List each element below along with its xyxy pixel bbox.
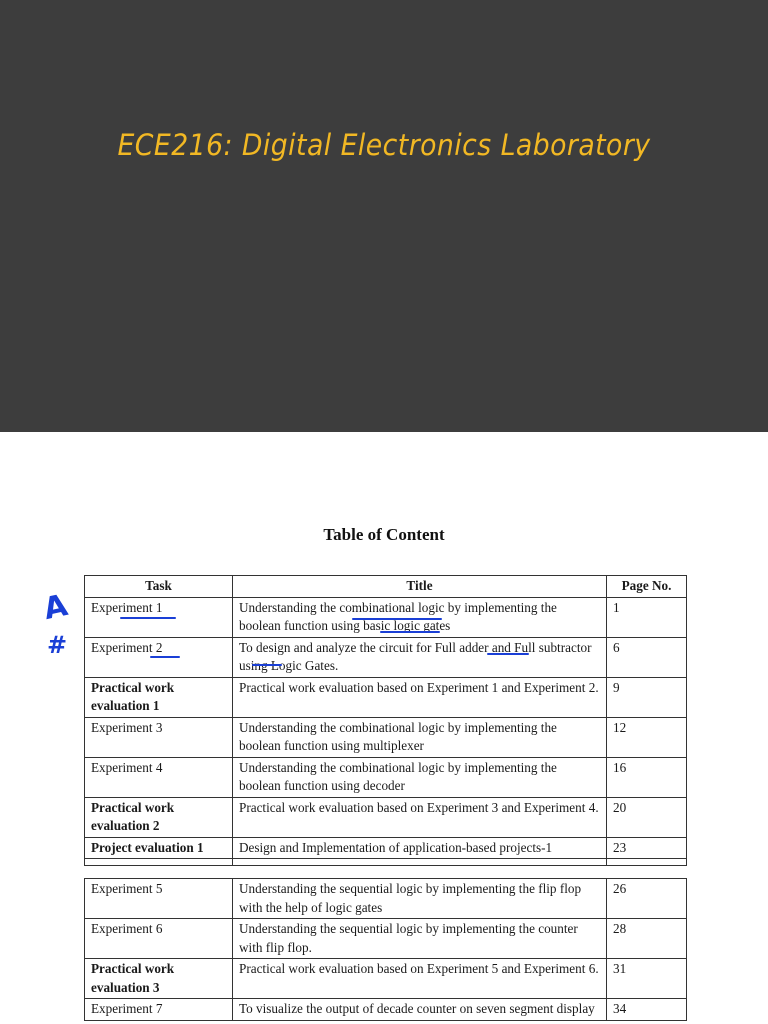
toc-spacer-cell bbox=[607, 859, 687, 866]
toc-task-cell: Project evaluation 1 bbox=[85, 837, 233, 859]
toc-title-cell: Practical work evaluation based on Experiment 1 and Experiment 2. bbox=[233, 677, 607, 717]
toc-page-cell: 34 bbox=[607, 999, 687, 1021]
toc-row bbox=[85, 837, 687, 859]
toc-gap-cell bbox=[85, 866, 233, 879]
toc-title-cell: Understanding the sequential logic by implementing the flip flop with the help of logic gates bbox=[233, 879, 607, 919]
toc-gap-row bbox=[85, 866, 687, 879]
toc-title-cell: Understanding the sequential logic by implementing the counter with flip flop. bbox=[233, 919, 607, 959]
toc-gap-cell bbox=[233, 866, 607, 879]
toc-title-cell: To visualize the output of decade counter on seven segment display bbox=[233, 999, 607, 1021]
toc-task-cell: Experiment 2 bbox=[85, 637, 233, 677]
toc-row bbox=[85, 919, 687, 959]
underline-combinational bbox=[352, 618, 442, 620]
toc-spacer-cell bbox=[85, 859, 233, 866]
toc-spacer-cell bbox=[233, 859, 607, 866]
toc-row bbox=[85, 677, 687, 717]
underline-experiment-1 bbox=[120, 617, 176, 619]
handwritten-hash-mark: # bbox=[47, 631, 68, 659]
toc-page-cell: 26 bbox=[607, 879, 687, 919]
toc-row bbox=[85, 797, 687, 837]
toc-gap-cell bbox=[607, 866, 687, 879]
toc-task-cell: Practical work evaluation 1 bbox=[85, 677, 233, 717]
toc-spacer-row bbox=[85, 859, 687, 866]
col-title-header: Title bbox=[233, 576, 607, 598]
toc-task-cell: Experiment 3 bbox=[85, 717, 233, 757]
toc-title-cell: Understanding the combinational logic by implementing the boolean function using multiplexer bbox=[233, 717, 607, 757]
toc-page-cell: 6 bbox=[607, 637, 687, 677]
toc-task-cell: Experiment 7 bbox=[85, 999, 233, 1021]
toc-task-cell: Experiment 4 bbox=[85, 757, 233, 797]
handwritten-a-mark: A bbox=[40, 587, 71, 628]
toc-title-cell: Design and Implementation of application-based projects-1 bbox=[233, 837, 607, 859]
underline-experiment-2 bbox=[150, 656, 180, 658]
toc-title-cell: Understanding the combinational logic by implementing the boolean function using decoder bbox=[233, 757, 607, 797]
toc-title-cell: Understanding the combinational logic by implementing the boolean function using basic logic gates bbox=[233, 597, 607, 637]
toc-row bbox=[85, 999, 687, 1021]
toc-header-row bbox=[85, 576, 687, 598]
toc-task-cell: Experiment 1 bbox=[85, 597, 233, 637]
underline-full-adder bbox=[487, 653, 529, 655]
toc-page-cell: 1 bbox=[607, 597, 687, 637]
toc-title-cell: Practical work evaluation based on Experiment 5 and Experiment 6. bbox=[233, 959, 607, 999]
toc-page-cell: 31 bbox=[607, 959, 687, 999]
toc-row bbox=[85, 757, 687, 797]
toc-title-cell: Practical work evaluation based on Experiment 3 and Experiment 4. bbox=[233, 797, 607, 837]
toc-title-cell: To design and analyze the circuit for Full adder and Full subtractor using Logic Gates. bbox=[233, 637, 607, 677]
toc-task-cell: Experiment 5 bbox=[85, 879, 233, 919]
toc-task-cell: Practical work evaluation 3 bbox=[85, 959, 233, 999]
toc-row bbox=[85, 959, 687, 999]
toc-page-cell: 16 bbox=[607, 757, 687, 797]
course-title: ECE216: Digital Electronics Laboratory bbox=[117, 128, 651, 162]
toc-page-cell: 23 bbox=[607, 837, 687, 859]
toc-page-cell: 12 bbox=[607, 717, 687, 757]
col-task-header: Task bbox=[85, 576, 233, 598]
toc-task-cell: Experiment 6 bbox=[85, 919, 233, 959]
cover-banner bbox=[0, 0, 768, 432]
col-page-header: Page No. bbox=[607, 576, 687, 598]
toc-body bbox=[85, 597, 687, 1020]
underline-subtractor bbox=[252, 664, 282, 666]
toc-page-cell: 20 bbox=[607, 797, 687, 837]
toc-task-cell: Practical work evaluation 2 bbox=[85, 797, 233, 837]
toc-table bbox=[84, 575, 687, 1021]
toc-row bbox=[85, 879, 687, 919]
toc-heading: Table of Content bbox=[323, 525, 445, 544]
toc-page-cell: 28 bbox=[607, 919, 687, 959]
toc-row bbox=[85, 717, 687, 757]
underline-basic-logic bbox=[380, 631, 440, 633]
toc-page-cell: 9 bbox=[607, 677, 687, 717]
